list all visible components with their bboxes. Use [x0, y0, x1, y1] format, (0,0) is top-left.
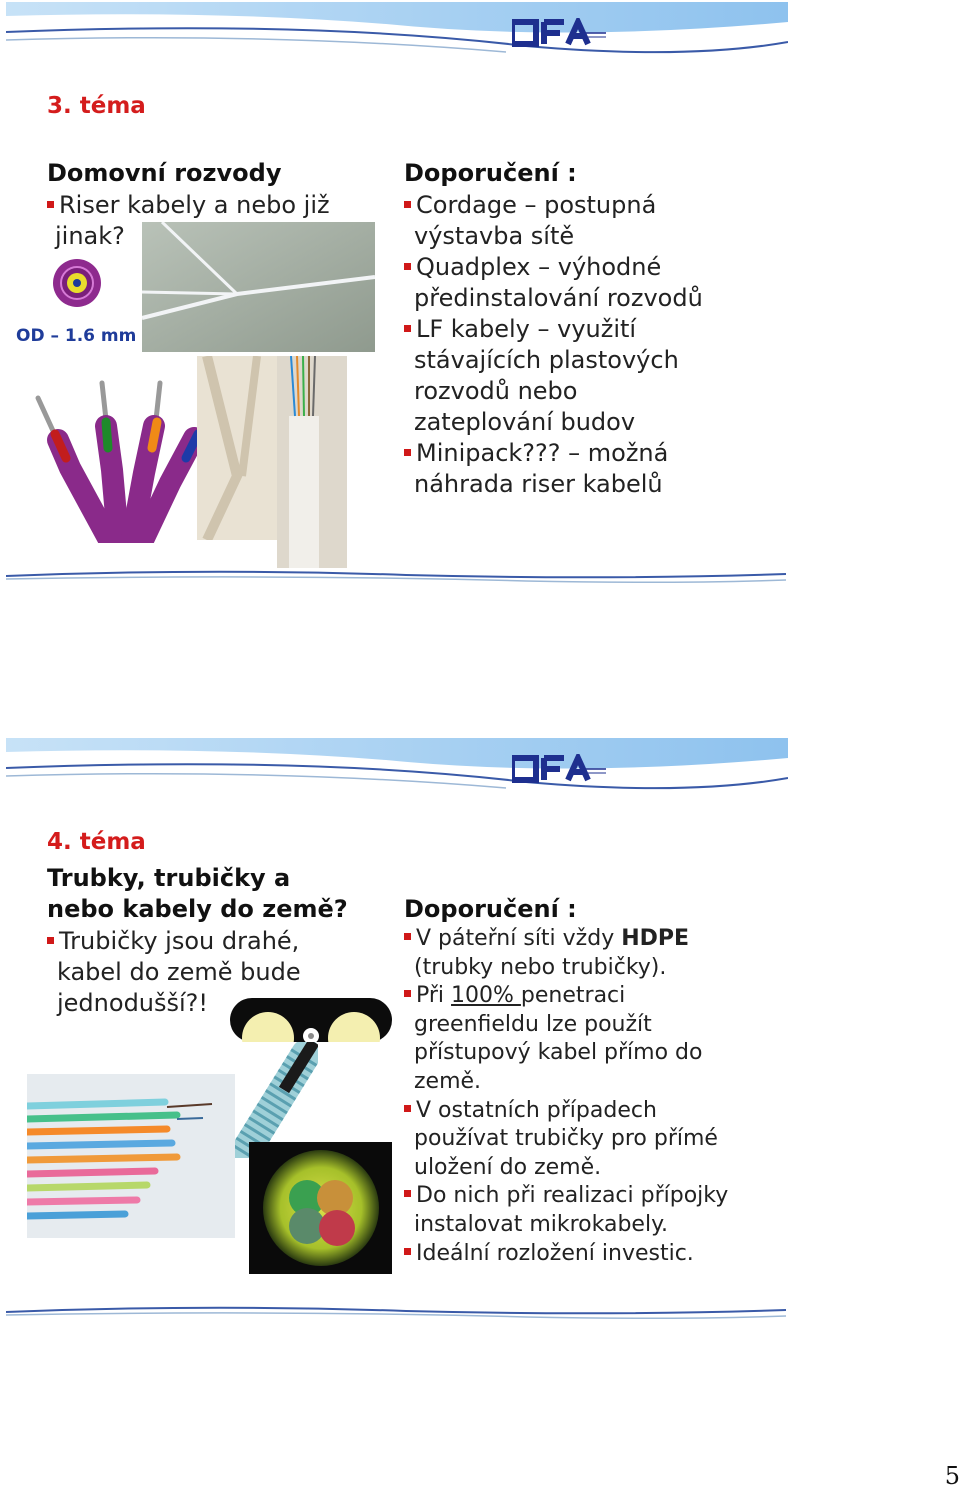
bullet-item: Trubičky jsou drahé, — [47, 926, 299, 957]
corrugated-duct-image — [234, 1042, 318, 1158]
bullet-continuation: zateplování budov — [414, 408, 636, 436]
purple-cables-image — [30, 378, 225, 543]
duct-cross-section-image — [230, 998, 392, 1042]
right-heading: Doporučení : — [404, 159, 577, 187]
bullet-marker — [47, 937, 54, 944]
slide-4 — [0, 736, 960, 1336]
bullet-marker — [404, 990, 411, 997]
bullet-item: Quadplex – výhodné — [404, 252, 661, 283]
left-heading-line1: Trubky, trubičky a — [47, 864, 291, 892]
bullet-continuation: rozvodů nebo — [414, 377, 578, 405]
bullet-continuation: výstavba sítě — [414, 222, 575, 250]
microducts-photo — [27, 1074, 235, 1238]
recommendation-hdpe-cont: (trubky nebo trubičky). — [414, 954, 667, 980]
bullet-marker — [404, 1190, 411, 1197]
bullet-continuation: přístupový kabel přímo do — [414, 1040, 703, 1066]
riser-cable-photo — [142, 222, 375, 352]
left-heading-line2: nebo kabely do země? — [47, 895, 348, 923]
page-number: 5 — [944, 1462, 960, 1490]
bullet-marker — [404, 1248, 411, 1255]
bullet-marker — [404, 325, 411, 332]
bullet-marker — [404, 933, 411, 940]
bullet-marker — [404, 263, 411, 270]
recommendation-investment: Ideální rozložení investic. — [404, 1240, 694, 1269]
right-heading: Doporučení : — [404, 895, 577, 923]
bullet-marker — [404, 201, 411, 208]
recommendation-greenfield: Při 100% penetraci — [404, 982, 625, 1011]
left-bullet: Riser kabely a nebo již — [47, 190, 330, 221]
recommendation-microcables: Do nich při realizaci přípojky — [404, 1182, 728, 1211]
bullet-continuation: jednodušší?! — [57, 989, 209, 1017]
installation-photo — [197, 356, 277, 540]
topic-title: 3. téma — [47, 93, 146, 119]
recommendation-other-cases: V ostatních případech — [404, 1097, 657, 1126]
fiber-cross-section-image — [52, 258, 102, 308]
bullet-continuation: země. — [414, 1069, 482, 1094]
footer-lines — [6, 566, 786, 584]
topic-title: 4. téma — [47, 829, 146, 855]
bullet-item: Cordage – postupná — [404, 190, 656, 221]
cable-bundle-photo — [277, 356, 347, 568]
ofa-logo — [512, 18, 606, 48]
footer-lines — [6, 1302, 786, 1320]
header-banner — [6, 2, 788, 58]
header-banner — [6, 738, 788, 794]
bullet-continuation: greenfieldu lze použít — [414, 1011, 652, 1037]
od-label: OD – 1.6 mm — [16, 326, 137, 346]
left-heading: Domovní rozvody — [47, 159, 282, 187]
bullet-marker — [47, 201, 54, 208]
bullet-continuation: náhrada riser kabelů — [414, 470, 663, 498]
bullet-continuation: stávajících plastových — [414, 346, 679, 374]
glowing-fiber-bundle-photo — [249, 1142, 392, 1274]
bullet-continuation: předinstalování rozvodů — [414, 284, 703, 312]
recommendation-hdpe: V páteřní síti vždy HDPE — [404, 925, 689, 954]
slide-3 — [0, 0, 960, 600]
bullet-continuation: používat trubičky pro přímé — [414, 1126, 718, 1152]
ofa-logo — [512, 754, 606, 784]
bullet-continuation: kabel do země bude — [57, 958, 301, 986]
bullet-marker — [404, 1105, 411, 1112]
bullet-continuation: instalovat mikrokabely. — [414, 1212, 668, 1237]
bullet-item: LF kabely – využití — [404, 314, 636, 345]
bullet-item: Minipack??? – možná — [404, 438, 668, 469]
bullet-marker — [404, 449, 411, 456]
left-bullet-cont: jinak? — [55, 222, 125, 250]
bullet-continuation: uložení do země. — [414, 1154, 602, 1180]
